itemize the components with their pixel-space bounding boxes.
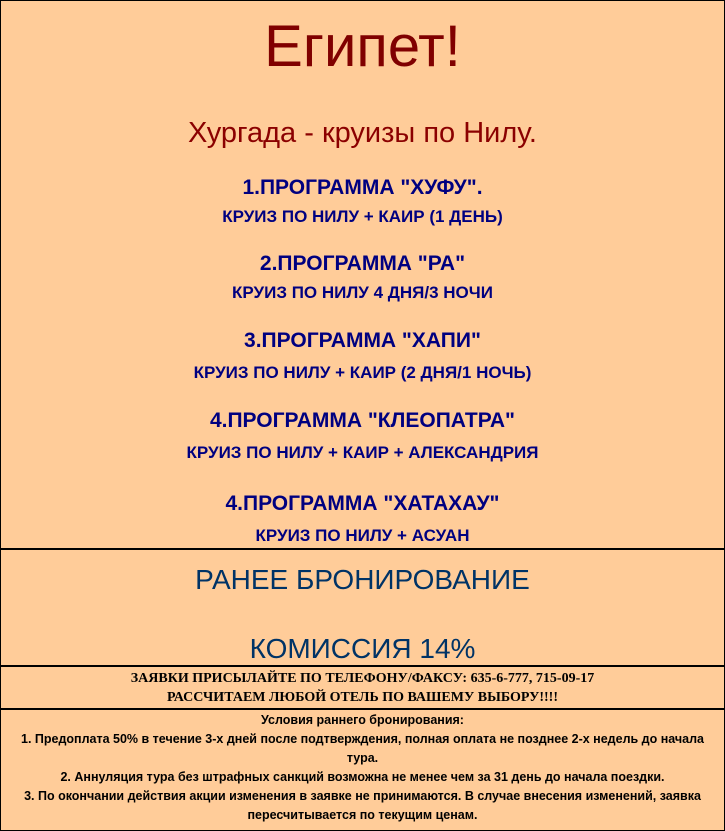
divider	[1, 548, 724, 550]
condition-item: 3. По окончании действия акции изменения в заявке не принимаются. В случае внесения изменений, заявка пересчитывается по текущим ценам.	[24, 789, 701, 822]
program-name-ra: 2.ПРОГРАММА "РА"	[259, 252, 466, 275]
offer-section	[1, 1, 724, 548]
condition-item: 2. Аннуляция тура без штрафных санкций возможна не менее чем за 31 день до начала поездки.	[60, 770, 665, 784]
booking-conditions	[1, 711, 724, 825]
hotel-offer-line: РАССЧИТАЕМ ЛЮБОЙ ОТЕЛЬ ПО ВАШЕМУ ВЫБОРУ!!!!	[166, 690, 559, 705]
conditions-heading: Условия раннего бронирования:	[261, 713, 464, 727]
program-description-khufu: КРУИЗ ПО НИЛУ + КАИР (1 ДЕНЬ)	[222, 207, 503, 226]
page-subtitle: Хургада - круизы по Нилу.	[188, 117, 537, 149]
program-description-khatakhau: КРУИЗ ПО НИЛУ + АСУАН	[255, 526, 470, 545]
contact-phone-line: ЗАЯВКИ ПРИСЫЛАЙТЕ ПО ТЕЛЕФОНУ/ФАКСУ: 635-6-777, 715-09-17	[130, 671, 595, 686]
program-name-hapi: 3.ПРОГРАММА "ХАПИ"	[244, 329, 481, 352]
early-booking-heading: РАНЕЕ БРОНИРОВАНИЕ	[195, 564, 530, 595]
condition-item: 1. Предоплата 50% в течение 3-х дней после подтверждения, полная оплата не позднее 2-х недель до начала тура.	[21, 732, 704, 765]
program-description-hapi: КРУИЗ ПО НИЛУ + КАИР (2 ДНЯ/1 НОЧЬ)	[193, 363, 532, 382]
divider	[1, 665, 724, 667]
program-description-ra: КРУИЗ ПО НИЛУ 4 ДНЯ/3 НОЧИ	[232, 283, 493, 302]
divider	[1, 708, 724, 710]
page-title: Египет!	[264, 14, 461, 79]
program-name-khufu: 1.ПРОГРАММА "ХУФУ".	[242, 176, 483, 199]
program-name-cleopatra: 4.ПРОГРАММА "КЛЕОПАТРА"	[209, 409, 516, 432]
commission-heading: КОМИССИЯ 14%	[249, 633, 476, 664]
program-description-cleopatra: КРУИЗ ПО НИЛУ + КАИР + АЛЕКСАНДРИЯ	[186, 443, 539, 462]
program-name-khatakhau: 4.ПРОГРАММА "ХАТАХАУ"	[225, 492, 500, 515]
